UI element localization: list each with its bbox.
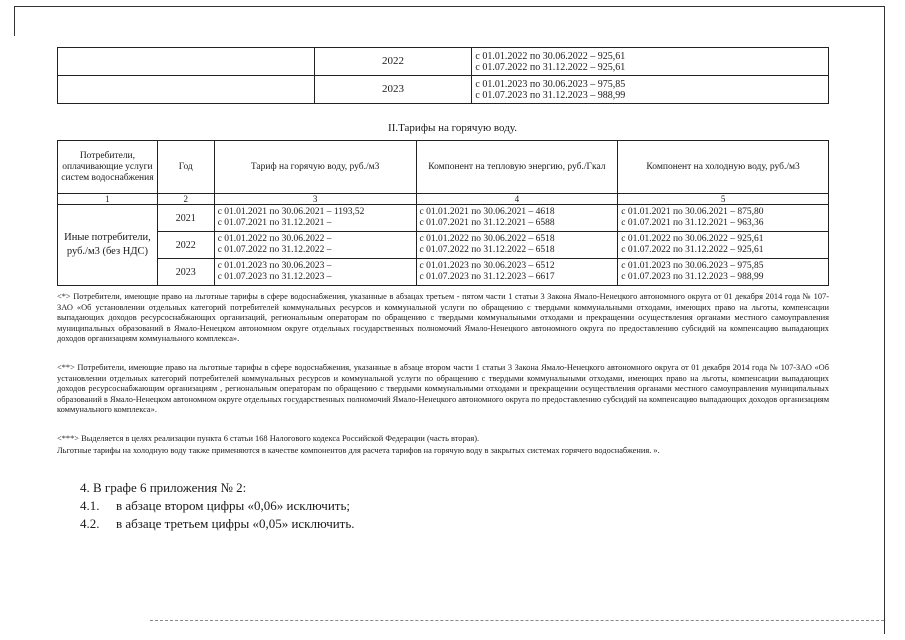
hot-water-tariff-table <box>57 140 829 286</box>
thermal-cell <box>416 205 618 232</box>
tariff-cell <box>472 76 829 104</box>
tariff-line: с 01.07.2021 по 31.12.2021 – <box>217 218 332 228</box>
page-border-left <box>14 6 15 36</box>
tariff-line: с 01.07.2023 по 31.12.2023 – 988,99 <box>475 89 626 101</box>
tariff-cell <box>214 232 416 259</box>
tariff-cell <box>472 48 829 76</box>
thermal-cell <box>416 232 618 259</box>
thermal-cell <box>416 259 618 286</box>
cold-line: с 01.01.2021 по 30.06.2021 – 875,80 <box>621 207 764 217</box>
section-title: II.Тарифы на горячую воду. <box>388 122 517 134</box>
thermal-line: с 01.07.2023 по 31.12.2023 – 6617 <box>419 272 555 282</box>
tariff-line: с 01.07.2023 по 31.12.2023 – <box>217 272 332 282</box>
tariff-cell <box>214 205 416 232</box>
blank-cell <box>58 48 315 76</box>
tariff-line: с 01.01.2023 по 30.06.2023 – 975,85 <box>475 78 626 90</box>
tariff-line: с 01.01.2022 по 30.06.2022 – <box>217 234 332 244</box>
table-row <box>58 205 829 232</box>
amendment-text: в абзаце втором цифры «0,06» исключить; <box>116 498 350 513</box>
tariff-line: с 01.07.2022 по 31.12.2022 – <box>217 245 332 255</box>
thermal-line: с 01.07.2021 по 31.12.2021 – 6588 <box>419 218 555 228</box>
amendment-heading: 4. В графе 6 приложения № 2: <box>80 480 247 495</box>
year-cell: 2022 <box>314 48 472 76</box>
column-number: 3 <box>214 194 416 205</box>
thermal-line: с 01.01.2022 по 30.06.2022 – 6518 <box>419 234 555 244</box>
cold-line: с 01.07.2023 по 31.12.2023 – 988,99 <box>621 272 764 282</box>
thermal-line: с 01.01.2023 по 30.06.2023 – 6512 <box>419 261 555 271</box>
cold-cell <box>618 232 829 259</box>
cold-line: с 01.07.2022 по 31.12.2022 – 925,61 <box>621 245 764 255</box>
column-number: 2 <box>157 194 214 205</box>
table-header-row <box>58 141 829 194</box>
amendment-number: 4.2. <box>80 516 100 531</box>
table-row <box>58 48 829 76</box>
tariff-line: с 01.07.2022 по 31.12.2022 – 925,61 <box>475 61 626 73</box>
page-border-top <box>14 6 884 7</box>
header-cold-component: Компонент на холодную воду, руб./м3 <box>618 141 829 194</box>
cold-line: с 01.01.2023 по 30.06.2023 – 975,85 <box>621 261 764 271</box>
thermal-line: с 01.07.2022 по 31.12.2022 – 6518 <box>419 245 555 255</box>
page-border-bottom <box>150 620 884 621</box>
column-number: 5 <box>618 194 829 205</box>
blank-cell <box>58 76 315 104</box>
amendment-item <box>80 516 355 532</box>
column-number: 4 <box>416 194 618 205</box>
cold-line: с 01.01.2022 по 30.06.2022 – 925,61 <box>621 234 764 244</box>
tariff-cell <box>214 259 416 286</box>
cold-line: с 01.07.2021 по 31.12.2021 – 963,36 <box>621 218 764 228</box>
closing-note: Льготные тарифы на холодную воду также применяются в качестве компонентов для расчета тарифов на горячую воду в закрытых системах горячего водоснабжения. ». <box>57 446 660 455</box>
table-row <box>58 259 829 286</box>
year-cell: 2022 <box>157 232 214 259</box>
footnote-single-asterisk: <*> Потребители, имеющие право на льготные тарифы в сфере водоснабжения, указанные в абзацах третьем - пятом части 1 статьи 3 Закона Ямало-Ненецкого автономного округа от 01 декабря 2014 года № 107-ЗАО «Об установлении отдельных категорий потребителей коммунальных ресурсов и коммунальной услуги по обращению с твердыми коммунальными отходами, имеющих право на льготы, компенсации выпадающих доходов ресурсоснабжающих организаций, региональным операторам по обращению с твердыми коммунальными отходами и прекращении осуществления органами местного самоуправления муниципальных образований в Ямало-Ненецком автономном округе отдельных государственных полномочий Ямало-Ненецкого автономного округа по предоставлению субсидий на компенсацию выпадающих доходов организациям коммунального комплекса». <box>57 292 829 344</box>
table-row <box>58 76 829 104</box>
year-cell: 2023 <box>314 76 472 104</box>
amendment-item <box>80 498 350 514</box>
consumer-category: Иные потребители, руб./м3 (без НДС) <box>58 205 158 286</box>
header-consumers: Потребители, оплачивающие услуги систем водоснабжения <box>58 141 158 194</box>
table-row <box>58 232 829 259</box>
tariff-line: с 01.01.2021 по 30.06.2021 – 1193,52 <box>217 207 365 217</box>
tariff-line: с 01.01.2023 по 30.06.2023 – <box>217 261 332 271</box>
amendment-number: 4.1. <box>80 498 100 513</box>
amendment-text: в абзаце третьем цифры «0,05» исключить. <box>116 516 355 531</box>
cold-cell <box>618 259 829 286</box>
year-cell: 2023 <box>157 259 214 286</box>
year-cell: 2021 <box>157 205 214 232</box>
footnote-triple-asterisk: <***> Выделяется в целях реализации пункта 6 статьи 168 Налогового кодекса Российской Федерации (часть вторая). <box>57 434 480 443</box>
footnote-double-asterisk: <**> Потребители, имеющие право на льготные тарифы в сфере водоснабжения, указанные в абзаце втором части 1 статьи 3 Закона Ямало-Ненецкого автономного округа от 01 декабря 2014 года № 107-ЗАО «Об установлении отдельных категорий потребителей коммунальных ресурсов и коммунальной услуги по обращению с твердыми коммунальными отходами, имеющих право на льготы, компенсации выпадающих доходов ресурсоснабжающим организациям , региональным операторам по обращению с твердыми коммунальными отходами и прекращении осуществления органами местного самоуправления муниципальных образований в Ямало-Ненецком автономном округе отдельных государственных полномочий Ямало-Ненецкого автономного округа по предоставлению субсидий на компенсацию выпадающих доходов организациям коммунального комплекса». <box>57 363 829 415</box>
column-number: 1 <box>58 194 158 205</box>
header-tariff: Тариф на горячую воду, руб./м3 <box>214 141 416 194</box>
thermal-line: с 01.01.2021 по 30.06.2021 – 4618 <box>419 207 555 217</box>
column-number-row <box>58 194 829 205</box>
cold-water-tariff-table-continuation <box>57 47 829 104</box>
page-border-right <box>884 6 885 634</box>
tariff-line: с 01.01.2022 по 30.06.2022 – 925,61 <box>475 50 626 62</box>
header-year: Год <box>157 141 214 194</box>
header-thermal-component: Компонент на тепловую энергию, руб./Гкал <box>416 141 618 194</box>
cold-cell <box>618 205 829 232</box>
